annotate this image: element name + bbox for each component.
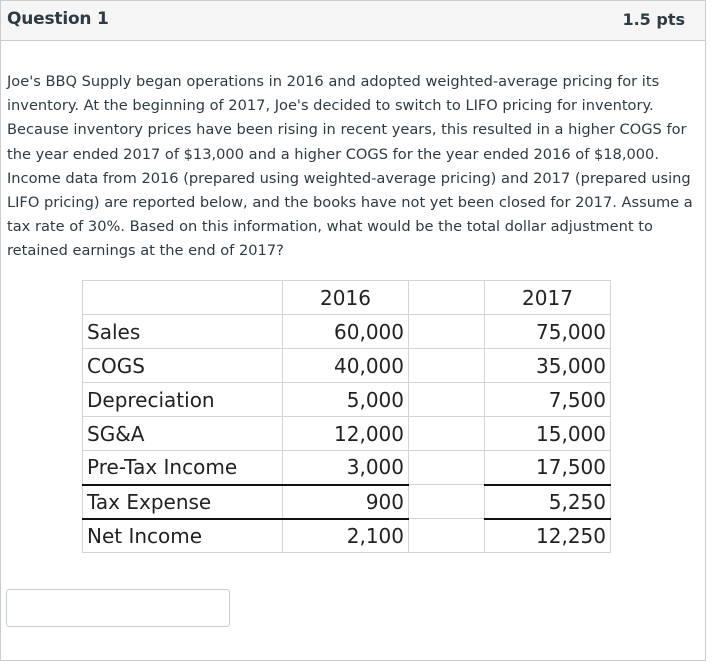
table-row	[83, 417, 611, 451]
value-2017: 5,250	[485, 485, 611, 519]
value-2017: 7,500	[485, 383, 611, 417]
column-header-2017: 2017	[485, 281, 611, 315]
row-label: COGS	[83, 349, 283, 383]
table-row	[83, 485, 611, 519]
table-row	[83, 315, 611, 349]
table-header-row	[83, 281, 611, 315]
value-2017: 15,000	[485, 417, 611, 451]
spacer-cell	[409, 383, 485, 417]
income-table	[82, 280, 611, 553]
value-2016: 5,000	[283, 383, 409, 417]
spacer-cell	[409, 315, 485, 349]
question-header	[0, 0, 706, 41]
value-2016: 12,000	[283, 417, 409, 451]
answer-input[interactable]	[6, 589, 230, 627]
row-label: Depreciation	[83, 383, 283, 417]
spacer-cell	[409, 519, 485, 553]
table-row	[83, 519, 611, 553]
value-2016: 2,100	[283, 519, 409, 553]
table-row	[83, 451, 611, 485]
value-2016: 40,000	[283, 349, 409, 383]
question-points: 1.5 pts	[622, 10, 685, 29]
header-blank-cell	[83, 281, 283, 315]
value-2017: 75,000	[485, 315, 611, 349]
table-row	[83, 383, 611, 417]
question-body: Joe's BBQ Supply began operations in 2016 and adopted weighted-average pricing for its inventory. At the beginning of 2017, Joe's decided to switch to LIFO pricing for inventory. Because inventory prices have been rising in recent years, this resulted in a higher COGS for the year ended 2017 of $13,000 and a higher COGS for the year ended 2016 of $18,000. Income data from 2016 (prepared using weighted-average pricing) and 2017 (prepared using LIFO pricing) are reported below, and the books have not yet been closed for 2017. Assume a tax rate of 30%. Based on this information, what would be the total dollar adjustment to retained earnings at the end of 2017?	[7, 73, 693, 260]
row-label: Net Income	[83, 519, 283, 553]
value-2017: 17,500	[485, 451, 611, 485]
value-2017: 12,250	[485, 519, 611, 553]
spacer-cell	[409, 485, 485, 519]
row-label: Pre-Tax Income	[83, 451, 283, 485]
table-row	[83, 349, 611, 383]
row-label: SG&A	[83, 417, 283, 451]
spacer-cell	[409, 451, 485, 485]
column-header-2016: 2016	[283, 281, 409, 315]
value-2016: 3,000	[283, 451, 409, 485]
question-title: Question 1	[7, 9, 109, 29]
row-label: Sales	[83, 315, 283, 349]
value-2017: 35,000	[485, 349, 611, 383]
value-2016: 900	[283, 485, 409, 519]
row-label: Tax Expense	[83, 485, 283, 519]
value-2016: 60,000	[283, 315, 409, 349]
spacer-cell	[409, 349, 485, 383]
question-text	[7, 70, 697, 264]
spacer-cell	[409, 281, 485, 315]
spacer-cell	[409, 417, 485, 451]
